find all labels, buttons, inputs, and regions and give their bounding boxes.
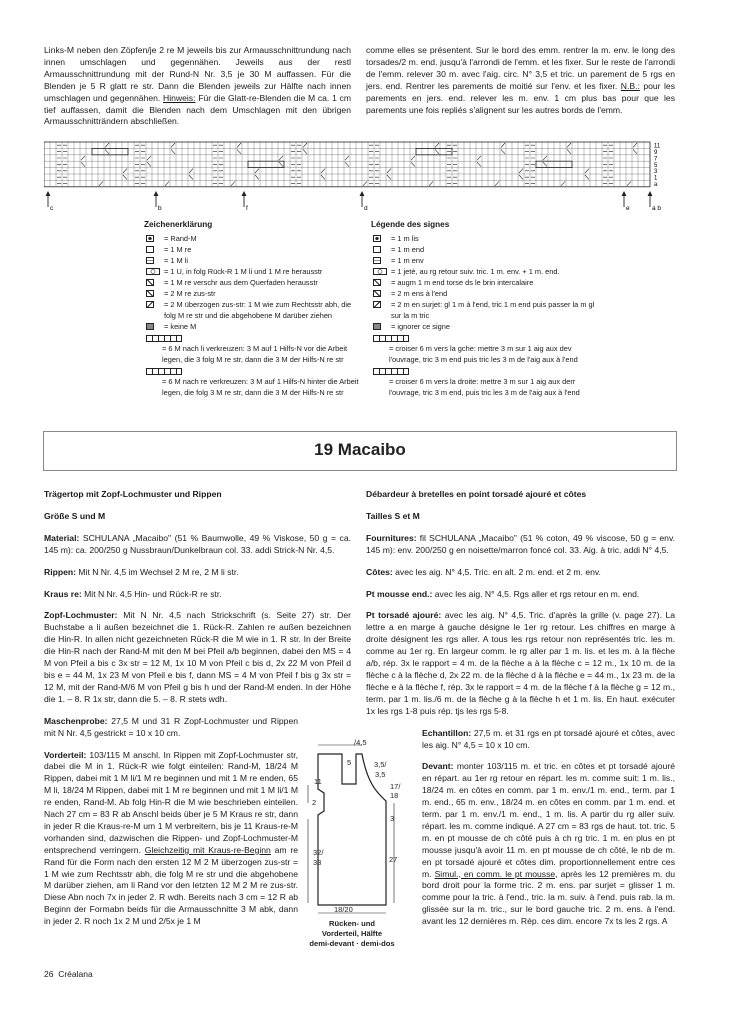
pattern-title: 19 Macaibo (314, 440, 406, 459)
de-zopf-label: Zopf-Lochmuster: (44, 610, 118, 621)
fr-front-label: Devant: (422, 761, 454, 772)
legend-de-text: = 2 M überzogen zus-str: 1 M wie zum Rechtsstr abh, die folg M re str und die abgehobene M darüber ziehen (164, 300, 352, 320)
fr-gauge-label: Echantillon: (422, 727, 472, 738)
cable-left-icon (146, 335, 182, 342)
top-de-text: Links-M neben den Zöpfen/je 2 re M jeweils bis zur Armausschnittrundung nach innen umschlagen und gegennähen. Jeweils aus der restl Armausschnittrundung mit der Rund-N Nr. 3,5 je 30 M auffassen. Für die Blenden je 5 R glatt re str. Dann die Blenden jeweils zur Hälfte nach innen umschlagen und gegennähen. (44, 45, 351, 103)
top-text-de (44, 45, 351, 128)
fr-mousse-label: Pt mousse end.: (366, 588, 433, 599)
chart-row-number: a (654, 182, 658, 188)
schematic-caption: demi-devant · demi-dos (309, 939, 395, 948)
chart-arrow-head (622, 191, 627, 196)
yarn-over-icon (373, 268, 387, 275)
dim-label: 3,5 (375, 770, 386, 779)
legend-de-text: = 1 M re (164, 245, 192, 254)
fr-torsade: avec les aig. N° 4,5. Tric. d'après la grille (v. page 27). La lettre a en marge à gauche désigne le 1er rg retour. Les chiffres en marge à droite désignent les rgs aller. A tous les rgs retour non représentés tric. les m. comme au 1er rg. En largeur comm. le rg aller par 1 m. lis. et les m. à la flèche a/b, rép. 3x le rapport = 4 m. de la flèche a à la flèche c = 12 m., 1x 10 m. de la flèche c à la flèche d, 2x 22 m. de la flèche d à la flèche e = 44 m., 1x 23 m. de la flèche e à la flèche f, rép. 3x le rapport = 4 m. de la flèche f à la flèche g = 12 m., term. par 1 m. lis./6 m. de la flèche g à la flèche h et 1 m. lis. En haut. exécuter 1x les rgs 1-8 puis rép. tjs les rgs 5-8. (366, 610, 676, 716)
chart-row-number: 9 (654, 150, 658, 156)
dim-label: 32/ (313, 848, 324, 857)
legend-de-text: = Rand-M (164, 234, 197, 243)
fr-front-a: monter 103/115 m. et tric. en côtes et pt torsadé ajouré en répart. au 1er rg retour en répart. les m. comme suit: 1 m. lis., 18/24 m. en côtes en comm. par 1 m. env./1 m. end., term. par 1 m. end., 65 m. env., 18/24 m. en côtes en comm. par 1 m. end. et term. par 1 m. env./1 m. end., 1 m. lis. A partir du rg aller suiv. répart. les m. comme indiqué. A 27 cm = 83 rgs de haut. tot. tric. 5 m. en pt mousse de ch côté puis à ch rg tric. 1 m. en plus en pt mousse jusqu'à avoir 11 m. en pt mousse de ch côté, le nb de m. en pt torsadé ajouré et côtes dim. proportionnellement entre ces m. (422, 761, 675, 879)
chart-row-number: 1 (654, 175, 658, 182)
legend-fr-item (371, 233, 596, 244)
fr-heading: Débardeur à bretelles en point torsadé ajouré et côtes (366, 489, 587, 499)
chart-marker-label: e (626, 205, 630, 212)
legend-fr-text: = 2 m ens à l'end (391, 289, 448, 298)
legend-fr-title: Légende des signes (371, 220, 450, 229)
de-kraus: Mit N Nr. 4,5 Hin- und Rück-R re str. (84, 588, 222, 599)
dim-label: 2 (312, 798, 317, 807)
ssk-icon (146, 301, 154, 308)
dim-label: 3 (390, 814, 395, 823)
chart-arrow-head (154, 191, 159, 196)
de-zopf: Mit N Nr. 4,5 nach Strickschrift (s. Seite 27) str. Der Buchstabe a li außen bezeichnet die 1. Rück-R. Zahlen re außen bezeichnen die Hin-R. In allen nicht gezeichneten Rück-R die M wie in 1. R str. In der Breite die Hin-R nach der Rand-M mit den M bei Pfeil a/b beginnen, dabei den MS = 4 M von Pfeil a bis c 3x str = 12 M, 1x 10 M von Pfeil c bis d, 2x 22 M von Pfeil d bis e = 44 M, 1x 23 M von Pfeil e bis f, dann MS = 4 M von Pfeil f bis g 3x str = 12 M, mit der Rand-M/6 M von Pfeil g bis h und der Rand-M enden. In der Höhe die 1. – 8. R 1x str, dann die 5. – 8. R stets wdh. (44, 610, 351, 704)
knit-icon (146, 246, 154, 253)
legend-de-text: = 1 M li (164, 256, 189, 265)
de-front-underlined: Gleichzeitig mit Kraus-re-Beginn (144, 844, 271, 855)
chart-row-number: 7 (654, 156, 658, 163)
chart-marker-label: f (246, 205, 248, 212)
legend-fr-text: = 1 m lis (391, 234, 419, 243)
dim-label: 18 (390, 791, 399, 800)
chart-arrow-head (242, 191, 247, 196)
fr-size: Tailles S et M (366, 510, 420, 521)
legend-fr (371, 219, 596, 398)
no-stitch-icon (373, 323, 381, 330)
legend-de-text: = keine M (164, 322, 197, 331)
schematic-caption: Vorderteil, Hälfte (321, 929, 383, 938)
legend-fr-item (371, 255, 596, 266)
legend-fr-item (371, 335, 596, 365)
legend-de-item (144, 277, 359, 288)
fr-ribs: avec les aig. N° 4,5. Tric. en alt. 2 m. end. et 2 m. env. (395, 566, 601, 577)
chart-row-numbers (654, 144, 661, 188)
legend-fr-text: = 1 m end (391, 245, 425, 254)
chart-row-number: 11 (654, 143, 661, 150)
chart-arrow-head (360, 191, 365, 196)
legend-fr-item (371, 244, 596, 255)
legend-fr-item (371, 368, 596, 398)
legend-de-item (144, 233, 359, 244)
edge-stitch-icon (373, 235, 381, 242)
de-gauge-label: Maschenprobe: (44, 715, 108, 726)
legend-fr-text: = 1 jeté, au rg retour suiv. tric. 1 m. env. + 1 m. end. (391, 267, 560, 276)
legend-fr-item (371, 277, 596, 288)
legend-de-item (144, 335, 359, 365)
cable-right-icon (146, 368, 182, 375)
chart-marker-label: a b (652, 205, 662, 212)
legend-fr-text: = ignorer ce signe (391, 322, 450, 331)
de-ribs: Mit N Nr. 4,5 im Wechsel 2 M re, 2 M li str. (78, 566, 239, 577)
legend-fr-item (371, 299, 596, 321)
legend-de-text: = 1 M re verschr aus dem Querfaden herausstr (164, 278, 318, 287)
legend-fr-text: = 1 m env (391, 256, 424, 265)
legend-de-item (144, 244, 359, 255)
chart-arrow-head (46, 191, 51, 196)
legend-de-item (144, 266, 359, 277)
legend-de-item (144, 255, 359, 266)
footer-brand: Créalana (58, 969, 93, 979)
chart-row-number: 3 (654, 169, 658, 176)
de-size: Größe S und M (44, 510, 106, 521)
dim-label: 17/ (390, 782, 401, 791)
purl-icon (146, 257, 154, 264)
fr-ribs-label: Côtes: (366, 566, 393, 577)
de-heading: Trägertop mit Zopf-Lochmuster und Rippen (44, 489, 222, 499)
chart-grid (44, 142, 650, 187)
top-text-fr (366, 45, 675, 116)
de-gauge: 27,5 M und 31 R Zopf-Lochmuster und Rippen mit N Nr. 4,5 gestrickt = 10 x 10 cm. (44, 715, 298, 738)
fr-front-b: après les 12 premières m. du bord droit pour la forme tric. 2 m. ens. par surjet = glisser 1 m. comme pour la tric. à l'end., tric. la m. suiv. à l'end. puis rab. la m. glissée sur la m. tric., sur le bord gauche tric. 2 m. ens. à l'end. avant les 12 dernières m. Rép. ces dim. encore 7x ts les 2 rgs. A (422, 868, 675, 927)
pattern-title-banner (43, 431, 677, 471)
chart-row-number: 5 (654, 162, 658, 169)
legend-fr-item (371, 266, 596, 277)
k2tog-icon (146, 290, 154, 297)
fr-front-underlined: Simul., en comm. le pt mousse, (434, 868, 558, 879)
cable-left-icon (373, 335, 409, 342)
chart-marker-label: b (158, 205, 162, 212)
legend-de-text: = 2 M re zus-str (164, 289, 216, 298)
legend-fr-text: = croiser 6 m vers la gche: mettre 3 m sur 1 aig aux dev l'ouvrage, tric 3 m end puis tric les 3 m de l'aig aux à l'end (389, 344, 578, 364)
knit-icon (373, 246, 381, 253)
legend-de (144, 219, 359, 398)
fr-material-label: Fournitures: (366, 532, 417, 543)
top-de-hint: Für die Glatt-re-Blenden die M ca. 1 cm tief auffassen, damit die Blenden nach dem Umschlagen mit den übrigen Armausschnitträndern abschließen. (44, 92, 351, 127)
page-number: 26 (44, 969, 54, 979)
legend-fr-item (371, 321, 596, 332)
schematic-caption: Rücken- und (329, 919, 375, 928)
chart-arrow-head (648, 191, 653, 196)
make-one-icon (146, 279, 154, 286)
de-material: SCHULANA „Macaibo" (51 % Baumwolle, 49 % Viskose, 50 g = ca. 145 m): ca. 200/250 g Nussbraun/Dunkelbraun col. 33. addi Strick-N Nr. 4,5. (44, 532, 352, 555)
cable-right-icon (373, 368, 409, 375)
dim-label: 33 (313, 858, 322, 867)
legend-de-title: Zeichenerklärung (144, 220, 213, 229)
yarn-over-icon (146, 268, 160, 275)
no-stitch-icon (146, 323, 154, 330)
de-front-a: 103/115 M anschl. In Rippen mit Zopf-Lochmuster str, dabei die M in 1. Rück-R wie folgt einteilen: Rand-M, 18/24 M Rippen, dabei mit 1 M li/1 M re beginnen und mit 1 M re enden, 65 M li, 18/24 M Rippen, dabei mit 1 M re beginnen und mit 1 M li/1 M re enden, Rand-M. Ab folg Hin-R die M wie beschrieben einteilen. Nach 27 cm = 83 R ab Anschl beids über je 5 M Kraus re str, dann in jeder R die Kraus-re-M um 1 M verbreitern, bis je 11 Kraus-re-M vorhanden sind, dazwischen die Rippen- und Zopf-Lochmuster-M entsprechend verringern. (44, 749, 298, 855)
de-front-label: Vorderteil: (44, 749, 87, 760)
dim-label: 27 (389, 855, 398, 864)
de-material-label: Material: (44, 532, 80, 543)
legend-fr-item (371, 288, 596, 299)
ssk-icon (373, 301, 381, 308)
legend-de-text: = 6 M nach re verkreuzen: 3 M auf 1 Hilfs-N hinter die Arbeit legen, die folg 3 M re str, dann die 3 M der Hilfs-N re str (162, 377, 359, 397)
make-one-icon (373, 279, 381, 286)
fr-material: fil SCHULANA „Macaibo" (51 % coton, 49 % viscose, 50 g = env. 145 m): env. 200/250 g en noisette/marron foncé col. 33. Aig. à tric. addi N° 4,5. (366, 532, 675, 555)
top-fr-nb: pour les parements en jers. end. relever les m. env. 1 cm plus bas pour que les parements une fois repliés s'alignent sur les autres bords de l'emm. (366, 80, 676, 115)
legend-de-item (144, 288, 359, 299)
chart-marker-label: c (50, 205, 54, 212)
edge-stitch-icon (146, 235, 154, 242)
knitting-chart (44, 140, 674, 212)
dim-label: 5 (347, 758, 352, 767)
legend-de-item (144, 321, 359, 332)
legend-fr-text: = 2 m en surjet: gl 1 m à l'end, tric 1 m end puis passer la m gl sur la m tric (391, 300, 595, 320)
chart-markers (46, 191, 662, 212)
legend-de-text: = 6 M nach li verkreuzen: 3 M auf 1 Hilfs-N vor die Arbeit legen, die 3 folg M re str, dann die 3 M der Hilfs-N re str (162, 344, 348, 364)
top-de-hint-label: Hinweis: (163, 92, 196, 103)
dim-label: /4,5 (354, 738, 367, 747)
fr-gauge: 27,5 m. et 31 rgs en pt torsadé ajouré et côtes, avec les aig. N° 4,5 = 10 x 10 cm. (422, 727, 676, 750)
fr-mousse: avec les aig. N° 4,5. Rgs aller et rgs retour en m. end. (434, 588, 640, 599)
fr-torsade-label: Pt torsadé ajouré: (366, 610, 442, 621)
dim-label: 18/20 (334, 905, 353, 914)
legend-de-text: = 1 U, in folg Rück-R 1 M li und 1 M re herausstr (164, 267, 323, 276)
garment-schematic (300, 737, 412, 952)
page-footer (44, 969, 93, 979)
top-fr-text: comme elles se présentent. Sur le bord des emm. rentrer la m. env. le long des torsades/2 m. end. jusqu'à l'arrondi de l'emm. et les fixer. Sur le reste de l'arrondi de l'emm. relever 30 m. avec l'aig. circ. N° 3,5 et tric. un parement de 5 rgs en jers. end. Rentrer les parements de moitié sur l'env. et les fixer. (366, 45, 675, 91)
purl-icon (373, 257, 381, 264)
top-fr-nb-label: N.B.: (620, 80, 640, 91)
de-ribs-label: Rippen: (44, 566, 76, 577)
legend-de-item (144, 299, 359, 321)
de-kraus-label: Kraus re: (44, 588, 82, 599)
k2tog-icon (373, 290, 381, 297)
column-fr (366, 489, 675, 928)
legend-fr-text: = croiser 6 m vers la droite: mettre 3 m sur 1 aig aux derr l'ouvrage, tric 3 m end, puis tric les 3 m de l'aig aux à l'end (389, 377, 580, 397)
dim-label: 3,5/ (374, 760, 387, 769)
chart-marker-label: d (364, 205, 368, 212)
dim-label: 11 (314, 777, 322, 786)
legend-fr-text: = augm 1 m end torse ds le brin intercalaire (391, 278, 534, 287)
legend-de-item (144, 368, 359, 398)
de-front-b: am re Rand für die Form nach den ersten 12 M 2 M überzogen zus-str = 1 M wie zum Rechtsstr abh, die folg M re str und die abgehobene M darüber ziehen, am li Rand vor den letzten 12 M 2 M re zus-str. Diese Abn noch 7x in jeder 2. R wdh. Bereits nach 3 cm = 12 R ab Beginn der Formabn beids für die Armausschnitte 3 M abk, dann in jeder 2. R noch 1x 2 M und 2/5x je 1 M (44, 844, 299, 927)
